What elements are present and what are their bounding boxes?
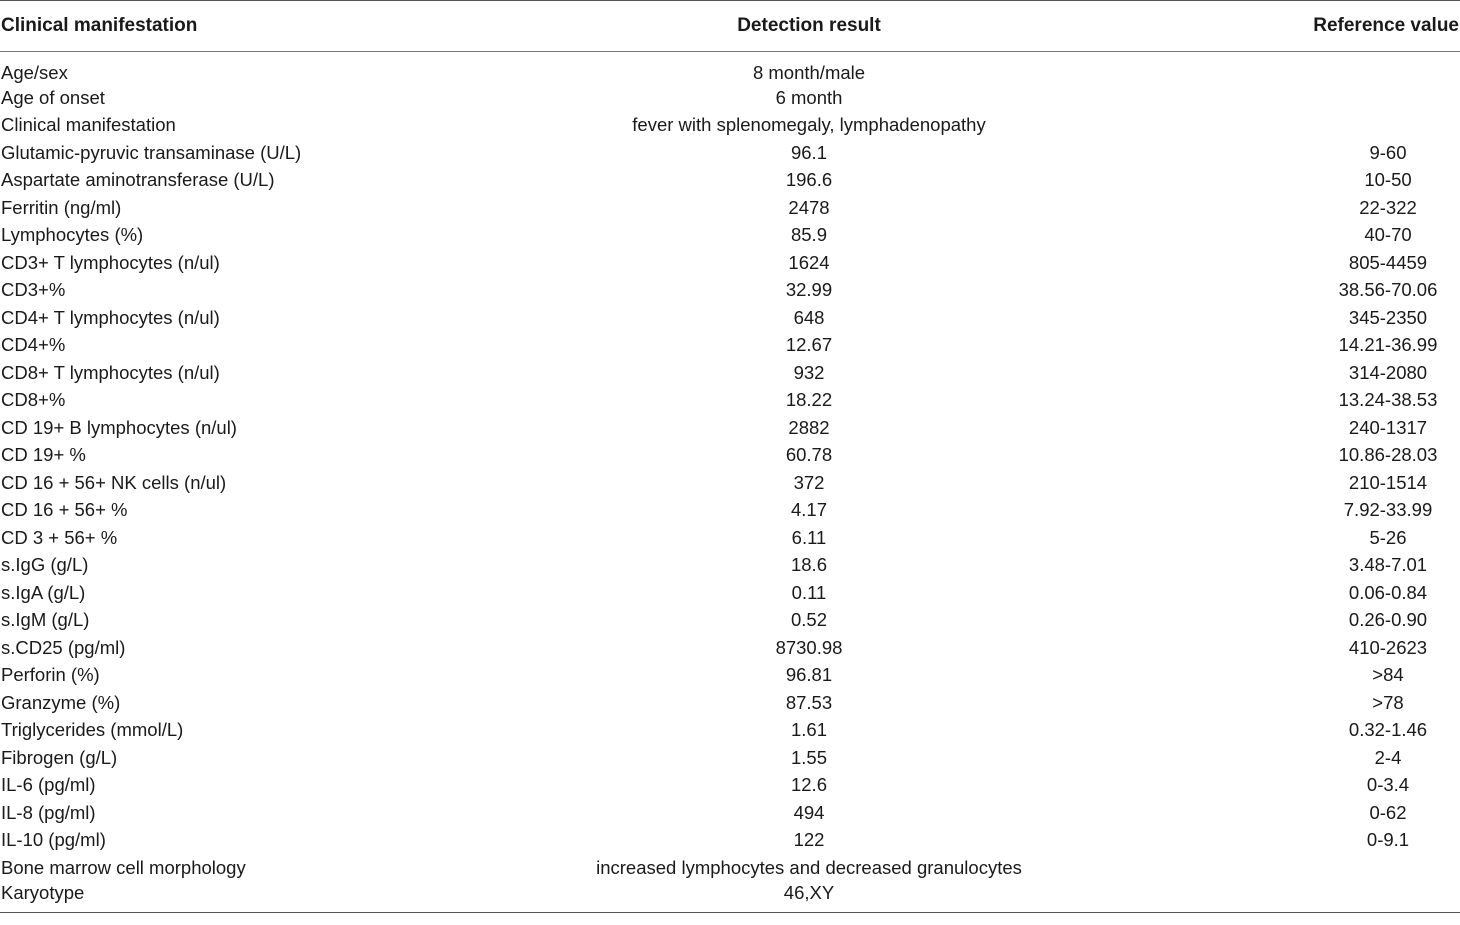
- row-detection-result: 18.6: [790, 554, 827, 576]
- row-reference-value: [1148, 882, 1460, 913]
- row-reference-value: 0-9.1: [1366, 829, 1410, 851]
- row-reference-value: >78: [1372, 691, 1404, 713]
- table-row: [0, 359, 1460, 387]
- table-row: [0, 689, 1460, 717]
- table-row: [0, 854, 1460, 882]
- row-reference-value: 5-26: [1369, 526, 1407, 548]
- table-row: [0, 139, 1460, 167]
- row-detection-result: 46,XY: [783, 881, 835, 903]
- table-row: [0, 799, 1460, 827]
- row-reference-value: 10.86-28.03: [1338, 444, 1438, 466]
- row-label: s.IgA (g/L): [1, 581, 86, 603]
- row-label: Fibrogen (g/L): [1, 746, 118, 768]
- row-detection-result: 4.17: [790, 499, 827, 521]
- row-detection-result: 1624: [788, 251, 830, 273]
- row-reference-value: 0.06-0.84: [1348, 581, 1428, 603]
- row-detection-result: 648: [793, 306, 825, 328]
- row-label: CD3+ T lymphocytes (n/ul): [1, 251, 220, 273]
- row-reference-value: [1148, 112, 1460, 140]
- row-detection-result: 6.11: [791, 526, 827, 548]
- row-label: Clinical manifestation: [1, 114, 176, 136]
- table-row: [0, 579, 1460, 607]
- row-detection-result: 1.61: [790, 719, 827, 741]
- row-detection-result: 12.67: [785, 334, 833, 356]
- row-reference-value: 10-50: [1364, 169, 1412, 191]
- row-detection-result: 2882: [788, 416, 830, 438]
- table-row: [0, 882, 1460, 913]
- row-detection-result: 0.52: [790, 609, 827, 631]
- row-detection-result: fever with splenomegaly, lymphadenopathy: [632, 114, 986, 136]
- row-label: Age of onset: [1, 86, 105, 108]
- table-body: [0, 52, 1460, 913]
- table-row: [0, 662, 1460, 690]
- row-reference-value: 3.48-7.01: [1348, 554, 1428, 576]
- table-row: [0, 277, 1460, 305]
- row-reference-value: 0-3.4: [1366, 774, 1410, 796]
- row-label: CD4+%: [1, 334, 66, 356]
- row-label: CD4+ T lymphocytes (n/ul): [1, 306, 220, 328]
- row-label: CD 19+ %: [1, 444, 86, 466]
- table-row: [0, 772, 1460, 800]
- row-label: Glutamic-pyruvic transaminase (U/L): [1, 141, 302, 163]
- row-label: CD 3 + 56+ %: [1, 526, 118, 548]
- row-label: Aspartate aminotransferase (U/L): [1, 169, 275, 191]
- row-label: CD 16 + 56+ %: [1, 499, 128, 521]
- row-detection-result: 96.81: [785, 664, 833, 686]
- row-reference-value: 2-4: [1374, 746, 1402, 768]
- row-reference-value: 22-322: [1359, 196, 1417, 218]
- row-reference-value: 38.56-70.06: [1338, 279, 1438, 301]
- row-detection-result: 196.6: [785, 169, 833, 191]
- row-reference-value: 410-2623: [1348, 636, 1428, 658]
- row-reference-value: 0.32-1.46: [1348, 719, 1428, 741]
- row-detection-result: 2478: [788, 196, 830, 218]
- table-row: [0, 84, 1460, 112]
- row-label: CD 19+ B lymphocytes (n/ul): [1, 416, 237, 438]
- row-label: s.IgG (g/L): [1, 554, 89, 576]
- row-label: CD8+%: [1, 389, 66, 411]
- row-label: Lymphocytes (%): [1, 224, 144, 246]
- row-label: Triglycerides (mmol/L): [1, 719, 184, 741]
- row-reference-value: 13.24-38.53: [1338, 389, 1438, 411]
- row-reference-value: 7.92-33.99: [1343, 499, 1433, 521]
- row-reference-value: 210-1514: [1348, 471, 1428, 493]
- table-row: [0, 222, 1460, 250]
- row-reference-value: 240-1317: [1348, 416, 1428, 438]
- row-detection-result: 60.78: [785, 444, 833, 466]
- row-label: IL-6 (pg/ml): [1, 774, 96, 796]
- row-reference-value: 14.21-36.99: [1338, 334, 1438, 356]
- table-row: [0, 249, 1460, 277]
- row-label: CD3+%: [1, 279, 66, 301]
- row-detection-result: 32.99: [785, 279, 833, 301]
- table-row: [0, 304, 1460, 332]
- table-row: [0, 442, 1460, 470]
- row-reference-value: >84: [1372, 664, 1404, 686]
- row-label: Granzyme (%): [1, 691, 121, 713]
- row-detection-result: 122: [793, 829, 825, 851]
- row-detection-result: 18.22: [785, 389, 833, 411]
- row-detection-result: 85.9: [790, 224, 827, 246]
- row-label: CD8+ T lymphocytes (n/ul): [1, 361, 220, 383]
- row-label: s.CD25 (pg/ml): [1, 636, 126, 658]
- row-detection-result: 1.55: [790, 746, 827, 768]
- row-detection-result: 932: [793, 361, 825, 383]
- row-reference-value: 40-70: [1364, 224, 1412, 246]
- table-row: [0, 524, 1460, 552]
- row-reference-value: [1148, 854, 1460, 882]
- row-reference-value: 0.26-0.90: [1348, 609, 1428, 631]
- table-row: [0, 634, 1460, 662]
- row-reference-value: [1148, 52, 1460, 85]
- row-label: Bone marrow cell morphology: [1, 856, 246, 878]
- header-reference-value: Reference value: [1148, 1, 1460, 52]
- row-detection-result: 6 month: [775, 86, 843, 108]
- table-row: [0, 332, 1460, 360]
- table-row: [0, 827, 1460, 855]
- row-detection-result: 96.1: [790, 141, 827, 163]
- table-row: [0, 717, 1460, 745]
- row-label: IL-10 (pg/ml): [1, 829, 106, 851]
- row-detection-result: 8730.98: [775, 636, 843, 658]
- table-row: [0, 194, 1460, 222]
- table-row: [0, 414, 1460, 442]
- header-row: [0, 1, 1460, 52]
- table-row: [0, 497, 1460, 525]
- header-clinical-manifestation: Clinical manifestation: [0, 1, 470, 52]
- row-label: Karyotype: [1, 881, 85, 903]
- table-row: [0, 167, 1460, 195]
- row-label: Ferritin (ng/ml): [1, 196, 122, 218]
- table-row: [0, 744, 1460, 772]
- table-row: [0, 387, 1460, 415]
- row-detection-result: 494: [793, 801, 825, 823]
- header-detection-result: Detection result: [470, 1, 1148, 52]
- row-detection-result: 0.11: [791, 581, 827, 603]
- row-reference-value: 805-4459: [1348, 251, 1428, 273]
- table-row: [0, 607, 1460, 635]
- row-reference-value: [1148, 84, 1460, 112]
- row-label: Perforin (%): [1, 664, 100, 686]
- row-detection-result: 8 month/male: [752, 62, 866, 83]
- row-label: Age/sex: [1, 62, 68, 83]
- table-header: [0, 1, 1460, 52]
- row-detection-result: 372: [793, 471, 825, 493]
- row-detection-result: increased lymphocytes and decreased granulocytes: [596, 856, 1022, 878]
- row-detection-result: 12.6: [790, 774, 827, 796]
- table-row: [0, 469, 1460, 497]
- row-reference-value: 314-2080: [1348, 361, 1428, 383]
- row-reference-value: 345-2350: [1348, 306, 1428, 328]
- row-label: IL-8 (pg/ml): [1, 801, 96, 823]
- table-row: [0, 112, 1460, 140]
- table-row: [0, 52, 1460, 85]
- table-row: [0, 552, 1460, 580]
- row-reference-value: 0-62: [1369, 801, 1407, 823]
- row-label: CD 16 + 56+ NK cells (n/ul): [1, 471, 227, 493]
- row-detection-result: 87.53: [785, 691, 833, 713]
- row-reference-value: 9-60: [1369, 141, 1407, 163]
- row-label: s.IgM (g/L): [1, 609, 90, 631]
